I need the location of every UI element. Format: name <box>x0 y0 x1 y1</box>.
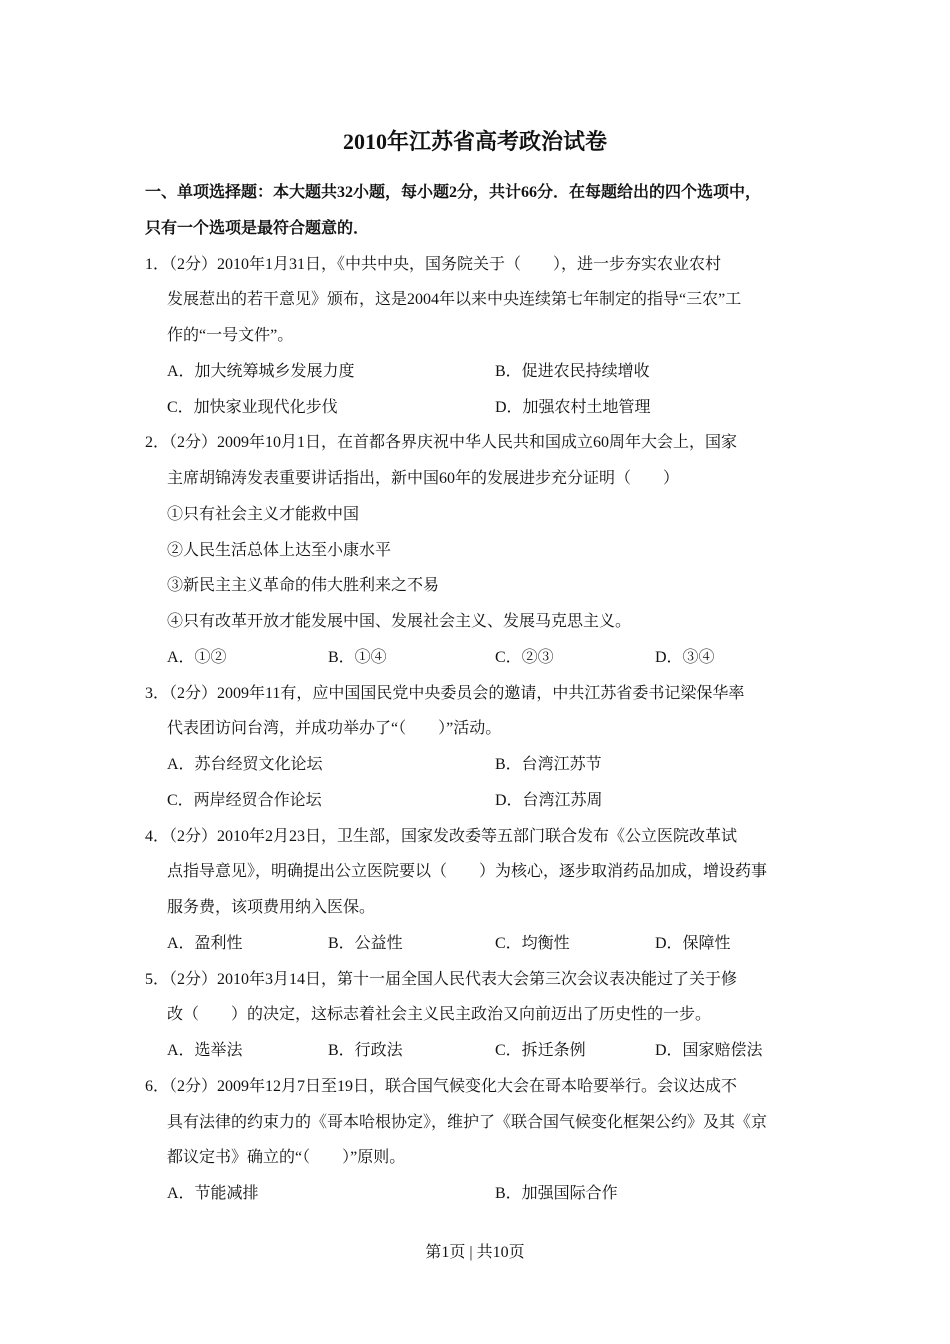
question-text-line: 都议定书》确立的“（ ）”原则。 <box>167 1149 406 1167</box>
answer-option: A．节能减排 <box>167 1185 259 1202</box>
question-text-line: 具有法律的约束力的《哥本哈根协定》，维护了《联合国气候变化框架公约》及其《京 <box>167 1113 768 1131</box>
answer-option: B．促进农民持续增收 <box>495 362 650 380</box>
answer-option: C．两岸经贸合作论坛 <box>167 791 322 809</box>
option-row <box>145 1176 815 1212</box>
question-text-line: ④只有改革开放才能发展中国、发展社会主义、发展马克思主义。 <box>167 613 632 630</box>
answer-option: A．①② <box>167 648 227 666</box>
answer-option: A．选举法 <box>167 1042 243 1059</box>
question-text-line: 5．（2分）2010年3月14日，第十一届全国人民代表大会第三次会议表决能过了关于修 <box>145 970 738 988</box>
document-title: 2010年江苏省高考政治试卷 <box>342 129 607 154</box>
question-text-line: 作的“一号文件”。 <box>167 327 294 344</box>
option-row <box>145 390 815 426</box>
answer-option: D．③④ <box>655 648 715 666</box>
question-text-line: 发展惹出的若干意见》颁布，这是2004年以来中央连续第七年制定的指导“三农”工 <box>167 291 742 309</box>
answer-option: C．②③ <box>495 648 554 666</box>
question-text-line: 4．（2分）2010年2月23日，卫生部，国家发改委等五部门联合发布《公立医院改革试 <box>145 827 738 845</box>
page-footer: 第1页 | 共10页 <box>425 1244 525 1261</box>
answer-option: B．台湾江苏节 <box>495 756 602 773</box>
answer-option: B．公益性 <box>328 934 403 952</box>
option-row <box>145 747 815 783</box>
answer-option: C．拆迁条例 <box>495 1042 586 1059</box>
question-text-line: 点指导意见》，明确提出公立医院要以（ ）为核心，逐步取消药品加成，增设药事 <box>167 863 768 881</box>
answer-option: C．均衡性 <box>495 934 570 952</box>
answer-option: B．行政法 <box>328 1042 403 1059</box>
answer-option: D．加强农村土地管理 <box>495 398 651 416</box>
answer-option: D．台湾江苏周 <box>495 791 603 809</box>
question-text-line: 3．（2分）2009年11有，应中国国民党中央委员会的邀请，中共江苏省委书记梁保华率 <box>145 684 745 702</box>
question-text-line: 1．（2分）2010年1月31日，《中共中央，国务院关于（ ），进一步夯实农业农村 <box>145 255 722 273</box>
section-heading-line: 只有一个选项是最符合题意的． <box>145 219 370 237</box>
section-heading-line: 一、单项选择题：本大题共32小题，每小题2分，共计66分．在每题给出的四个选项中， <box>145 184 762 201</box>
question-text-line: 主席胡锦涛发表重要讲话指出，新中国60年的发展进步充分证明（ ） <box>167 470 680 487</box>
document-body <box>145 175 815 1212</box>
question-text-line: 代表团访问台湾，并成功举办了“（ ）”活动。 <box>167 720 502 738</box>
option-row <box>145 926 815 962</box>
option-row <box>145 1033 815 1069</box>
option-row <box>145 783 815 819</box>
option-row <box>145 640 815 676</box>
question-text-line: 服务费，该项费用纳入医保。 <box>167 899 376 916</box>
question-text-line: 改（ ）的决定，这标志着社会主义民主政治又向前迈出了历史性的一步。 <box>167 1006 712 1024</box>
answer-option: B．加强国际合作 <box>495 1185 618 1202</box>
question-text-line: ③新民主主义革命的伟大胜利来之不易 <box>167 577 440 595</box>
answer-option: A．苏台经贸文化论坛 <box>167 756 323 773</box>
answer-option: B．①④ <box>328 648 387 666</box>
option-row <box>145 354 815 390</box>
question-text-line: ②人民生活总体上达至小康水平 <box>167 541 392 559</box>
question-text-line: 2．（2分）2009年10月1日，在首都各界庆祝中华人民共和国成立60周年大会上，国家 <box>145 434 738 452</box>
question-text-line: 6．（2分）2009年12月7日至19日，联合国气候变化大会在哥本哈要举行。会议达成不 <box>145 1077 738 1095</box>
answer-option: A．盈利性 <box>167 934 243 952</box>
answer-option: D．保障性 <box>655 934 731 952</box>
answer-option: A．加大统筹城乡发展力度 <box>167 362 355 380</box>
question-text-line: ①只有社会主义才能救中国 <box>167 505 360 523</box>
answer-option: C．加快家业现代化步伐 <box>167 398 338 416</box>
answer-option: D．国家赔偿法 <box>655 1042 763 1059</box>
